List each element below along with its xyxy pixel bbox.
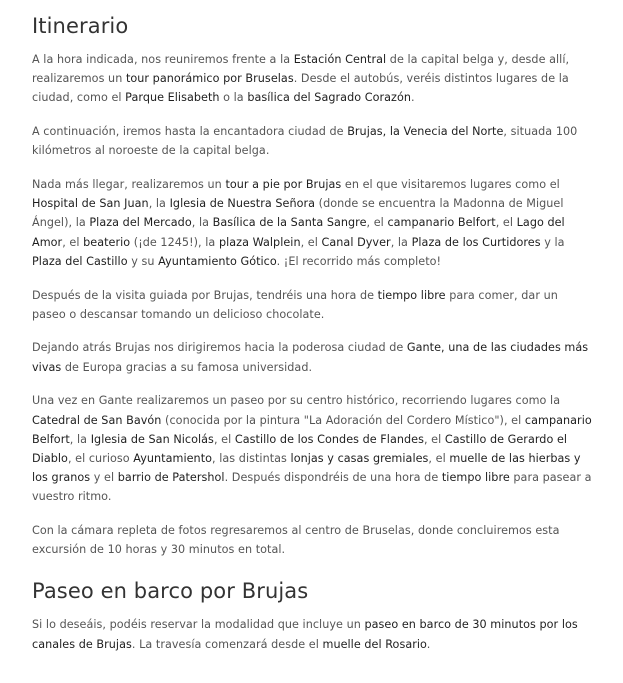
- paragraph: [32, 175, 593, 271]
- paragraph: [32, 122, 593, 160]
- text-run: , la: [390, 235, 412, 249]
- paragraph: [32, 615, 593, 653]
- highlighted-text: Canal Dyver: [321, 235, 391, 249]
- paragraph: [32, 521, 593, 559]
- paragraph: [32, 338, 593, 376]
- text-run: , el: [495, 216, 517, 230]
- boat-tour-text: [32, 615, 593, 653]
- highlighted-text: Iglesia de Nuestra Señora: [169, 197, 316, 211]
- text-run: .: [411, 91, 415, 105]
- highlighted-text: muelle del Rosario: [322, 637, 427, 651]
- highlighted-text: Plaza del Mercado: [89, 216, 192, 230]
- highlighted-text: Estación Central: [293, 53, 387, 66]
- highlighted-text: tiempo libre: [377, 288, 446, 302]
- highlighted-text: barrio de Patershol: [117, 471, 225, 485]
- text-run: , el curioso: [67, 451, 134, 465]
- text-run: Una vez en Gante realizaremos un paseo por su centro histórico, recorriendo lugares como la: [32, 394, 561, 408]
- text-run: . La travesía comenzará desde el: [131, 637, 323, 651]
- paragraph: [32, 286, 593, 324]
- highlighted-text: Castillo de Gerardo el Diablo: [32, 432, 568, 465]
- text-run: , el: [428, 451, 450, 465]
- text-run: para comer, dar un paseo o descansar tomando un delicioso chocolate.: [32, 288, 558, 321]
- highlighted-text: tour panorámico por Bruselas: [125, 72, 294, 86]
- highlighted-text: Ayuntamiento: [133, 451, 213, 465]
- highlighted-text: Ayuntamiento Gótico: [158, 254, 277, 268]
- highlighted-text: Brujas, la Venecia del Norte: [347, 125, 504, 139]
- itinerary-text: [32, 50, 593, 559]
- section-heading-paseo-barco: Paseo en barco por Brujas: [32, 579, 309, 604]
- highlighted-text: tour a pie por Brujas: [225, 178, 342, 192]
- text-run: . Después dispondréis de una hora de: [224, 471, 442, 485]
- highlighted-text: Lago del Amor: [32, 216, 565, 249]
- highlighted-text: Catedral de San Bavón: [32, 413, 162, 427]
- highlighted-text: Castillo de los Condes de Flandes: [234, 432, 424, 446]
- text-run: para pasear a vuestro ritmo.: [32, 471, 592, 504]
- highlighted-text: Iglesia de San Nicolás: [90, 432, 214, 446]
- highlighted-text: basílica del Sagrado Corazón: [247, 91, 411, 105]
- text-run: , el: [213, 432, 235, 446]
- text-run: , el: [423, 432, 445, 446]
- text-run: , situada 100 kilómetros al noroeste de la capital belga.: [32, 125, 578, 158]
- text-run: Dejando atrás Brujas nos dirigiremos hacia la poderosa ciudad de: [32, 341, 407, 355]
- highlighted-text: paseo en barco de 30 minutos por los canales de Brujas: [32, 618, 578, 651]
- text-run: Si lo deseáis, podéis reservar la modalidad que incluye un: [32, 618, 365, 632]
- text-run: (conocida por la pintura "La Adoración del Cordero Místico"), el: [161, 413, 525, 427]
- highlighted-text: campanario Belfort: [387, 216, 496, 230]
- text-run: .: [426, 637, 431, 651]
- text-run: de Europa gracias a su famosa universidad.: [61, 360, 313, 374]
- text-run: y la: [540, 235, 565, 249]
- text-run: Con la cámara repleta de fotos regresaremos al centro de Bruselas, donde concluiremos esta excursión de 10 horas y 30 minutos en total.: [32, 524, 560, 557]
- text-run: A continuación, iremos hasta la encantadora ciudad de: [32, 125, 348, 139]
- text-run: , las distintas: [212, 451, 291, 465]
- highlighted-text: Plaza del Castillo: [32, 254, 128, 268]
- text-run: o la: [219, 91, 248, 105]
- paragraph: [32, 391, 593, 506]
- text-run: en el que visitaremos lugares como el: [341, 178, 560, 192]
- text-run: , la: [148, 197, 170, 211]
- highlighted-text: Basílica de la Santa Sangre: [212, 216, 367, 230]
- highlighted-text: plaza Walplein: [218, 235, 301, 249]
- highlighted-text: lonjas y casas gremiales: [290, 451, 429, 465]
- text-run: Nada más llegar, realizaremos un: [32, 178, 226, 192]
- text-run: , el: [62, 235, 84, 249]
- highlighted-text: campanario Belfort: [32, 413, 592, 446]
- highlighted-text: muelle de las hierbas y los granos: [32, 451, 581, 485]
- text-run: , el: [300, 235, 322, 249]
- text-run: y su: [127, 254, 159, 268]
- text-run: , la: [69, 432, 91, 446]
- text-run: (¡de 1245!), la: [130, 235, 219, 249]
- text-run: , el: [366, 216, 388, 230]
- text-run: Después de la visita guiada por Brujas, tendréis una hora de: [32, 288, 378, 302]
- text-run: . ¡El recorrido más completo!: [276, 254, 442, 268]
- text-run: (donde se encuentra la Madonna de Miguel Ángel), la: [32, 197, 564, 230]
- highlighted-text: Gante, una de las ciudades más vivas: [32, 341, 589, 374]
- highlighted-text: Plaza de los Curtidores: [411, 235, 541, 249]
- highlighted-text: Hospital de San Juan: [32, 197, 149, 211]
- paragraph: [32, 50, 593, 108]
- highlighted-text: tiempo libre: [441, 471, 510, 485]
- text-run: y el: [90, 471, 118, 485]
- text-run: A la hora indicada, nos reuniremos frente a la: [32, 53, 294, 66]
- text-run: . Desde el autobús, veréis distintos lugares de la ciudad, como el: [32, 72, 569, 105]
- highlighted-text: Parque Elisabeth: [125, 91, 220, 105]
- highlighted-text: beaterio: [83, 235, 131, 249]
- text-run: , la: [191, 216, 213, 230]
- text-run: de la capital belga y, desde allí, realizaremos un: [32, 53, 570, 86]
- section-heading-itinerario: Itinerario: [32, 14, 129, 38]
